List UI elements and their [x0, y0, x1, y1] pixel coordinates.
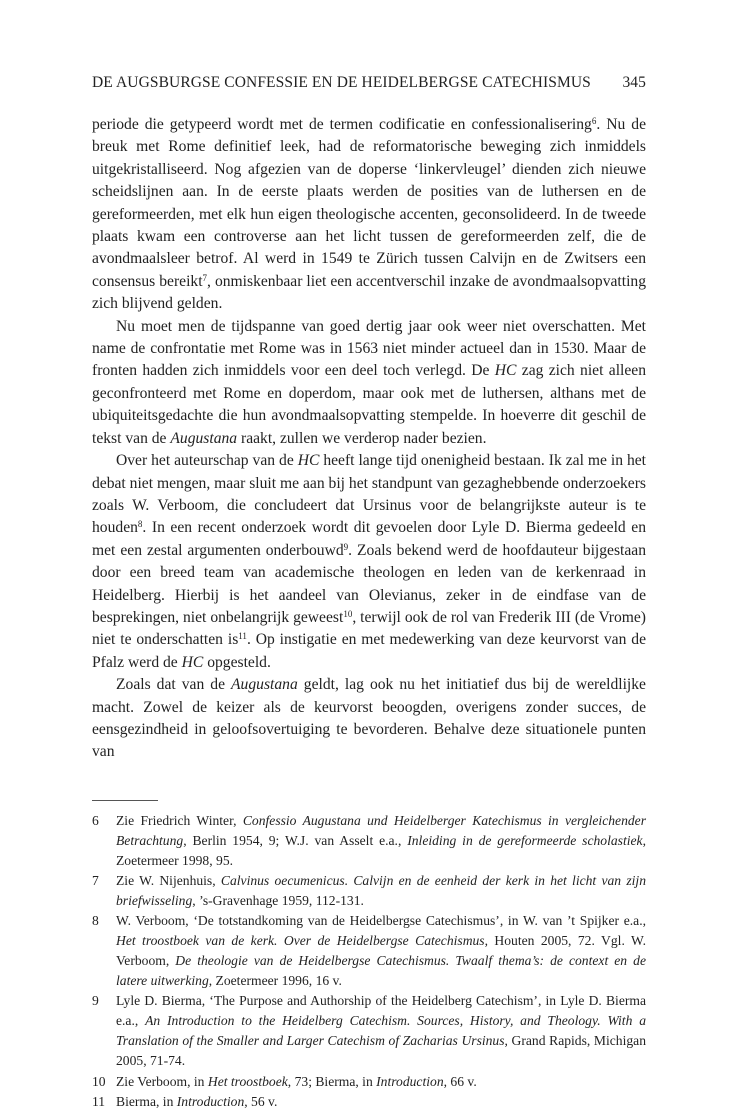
- paragraph-2: [92, 316, 646, 450]
- footnote-separator: [92, 800, 158, 801]
- footnote-11: [92, 1092, 646, 1112]
- text-run: , onmiskenbaar liet een accentverschil inzake de avondmaalsopvatting zich blijvend gelden.: [92, 272, 646, 313]
- text-run: raakt, zullen we verderop nader bezien.: [237, 429, 487, 447]
- footnote-text: Zie W. Nijenhuis, Calvinus oecumenicus. Calvijn en de eenheid der kerk in het licht van zijn briefwisseling, ’s-Gravenhage 1959, 112-131.: [116, 873, 646, 908]
- page-number: 345: [622, 74, 646, 91]
- footnotes: [92, 811, 646, 1112]
- page: [92, 74, 646, 1112]
- paragraph-4: [92, 674, 646, 764]
- italic-hc: HC: [494, 362, 517, 380]
- footnote-ref-10[interactable]: 10: [343, 608, 353, 619]
- footnote-ref-11[interactable]: 11: [238, 631, 247, 642]
- text-run: . Nu de breuk met Rome definitief leek, had de reformatorische beweging zich inmiddels uitgekristalliseerd. Nog afgezien van de doperse ‘linkervleugel’ dienden zich nieuwe scheidslijnen aan. In de eerste plaats werden de posities van de luthersen en de gereformeerden, met elk hun eigen theologische accenten, geconsolideerd. In de tweede plaats kwam een controverse aan het licht tussen de gereformeerden zelf, die de avondmaalsleer betrof. Al werd in 1549 te Zürich tussen Calvijn en de Zwitsers een consensus bereikt: [92, 116, 646, 290]
- italic-augustana: Augustana: [231, 676, 298, 694]
- footnote-number: 7: [92, 873, 99, 888]
- footnote-number: 9: [92, 993, 99, 1009]
- footnote-number: 6: [92, 812, 99, 828]
- text-run: geldt, lag ook nu het initiatief dus bij de wereldlijke macht. Zowel de keizer als de keurvorst beoogden, overigens zonder succes, de eensgezindheid in geloofsovertuiging te bevorderen. Behalve deze situationele punten van: [92, 676, 646, 761]
- text-run: . Op instigatie en met medewerking van deze keurvorst van de Pfalz werd de: [92, 631, 646, 671]
- text-run: periode die getypeerd wordt met de termen codificatie en confessionalisering: [92, 116, 592, 133]
- footnote-7: [92, 871, 646, 911]
- running-title: DE AUGSBURGSE CONFESSIE EN DE HEIDELBERGSE CATECHISMUS: [92, 74, 591, 91]
- footnote-number: 8: [92, 913, 99, 929]
- footnote-ref-9[interactable]: 9: [343, 541, 349, 552]
- footnote-9: [92, 991, 646, 1071]
- footnote-10: [92, 1072, 646, 1092]
- footnote-text: Lyle D. Bierma, ‘The Purpose and Authorship of the Heidelberg Catechism’, in Lyle D. Bierma e.a., An Introduction to the Heidelberg Catechism. Sources, History, and Theology. With a Translation of the Smaller and Larger Catechism of Zacharias Ursinus, Grand Rapids, Michigan 2005, 71-74.: [116, 993, 647, 1069]
- footnote-number: 11: [92, 1093, 106, 1109]
- footnote-text: Zie Verboom, in Het troostboek, 73; Bierma, in Introduction, 66 v.: [116, 1073, 477, 1089]
- footnote-8: [92, 911, 646, 991]
- text-run: Zoals dat van de: [116, 676, 232, 694]
- text-run: Over het auteurschap van de: [116, 452, 298, 470]
- italic-hc: HC: [297, 452, 320, 470]
- text-run: heeft lange tijd onenigheid bestaan. Ik zal me in het debat niet mengen, maar sluit me aan bij het standpunt van gezaghebbende onderzoekers zoals W. Verboom, die concludeert dat Ursinus voor de belangrijkste auteur is te houden: [92, 452, 646, 537]
- text-run: , terwijl ook de rol van Frederik III (de Vrome) niet te onderschatten is: [92, 608, 646, 649]
- footnote-text: W. Verboom, ‘De totstandkoming van de Heidelbergse Catechismus’, in W. van ’t Spijker e.a., Het troostboek van de kerk. Over de Heidelbergse Catechismus, Houten 2005, 72. Vgl. W. Verboom, De theologie van de Heidelbergse Catechismus. Twaalf thema’s: de context en de latere uitwerking, Zoetermeer 1996, 16 v.: [116, 913, 647, 989]
- footnote-ref-8[interactable]: 8: [137, 519, 143, 530]
- footnote-ref-7[interactable]: 7: [202, 272, 208, 283]
- footnote-text: Bierma, in Introduction, 56 v.: [116, 1093, 278, 1109]
- paragraph-3: [92, 450, 646, 674]
- text-run: . In een recent onderzoek wordt dit gevoelen door Lyle D. Bierma gedeeld en met een zestal argumenten onderbouwd: [92, 519, 646, 559]
- footnote-text: Zie Friedrich Winter, Confessio Augustana und Heidelberger Katechismus in vergleichender Betrachtung, Berlin 1954, 9; W.J. van Asselt e.a., Inleiding in de gereformeerde scholastiek, Zoetermeer 1998, 95.: [116, 812, 646, 868]
- body-text: [92, 114, 646, 764]
- paragraph-1: [92, 114, 646, 316]
- footnote-6: [92, 811, 646, 871]
- text-run: . Zoals bekend werd de hoofdauteur bijgestaan door een breed team van academische theologen en leden van de kerkenraad in Heidelberg. Hierbij is het aandeel van Olevianus, zeker in de eindfase van de besprekingen, niet onbelangrijk geweest: [92, 541, 646, 626]
- text-run: zag zich niet alleen geconfronteerd met Rome en doperdom, maar ook met de luthersen, althans met de ubiquiteitsgedachte die hun avondmaalsopvatting stempelde. In hoeverre dit geschil de tekst van de: [92, 362, 646, 447]
- footnote-number: 10: [92, 1073, 106, 1089]
- italic-augustana: Augustana: [170, 429, 238, 447]
- running-head: [92, 74, 646, 92]
- italic-hc: HC: [181, 653, 204, 671]
- text-run: opgesteld.: [203, 653, 271, 671]
- text-run: Nu moet men de tijdspanne van goed dertig jaar ook weer niet overschatten. Met name de confrontatie met Rome was in 1563 niet minder actueel dan in 1530. Maar de fronten hadden zich inmiddels voor een deel toch verlegd. De: [92, 317, 646, 380]
- footnote-ref-6[interactable]: 6: [591, 116, 597, 126]
